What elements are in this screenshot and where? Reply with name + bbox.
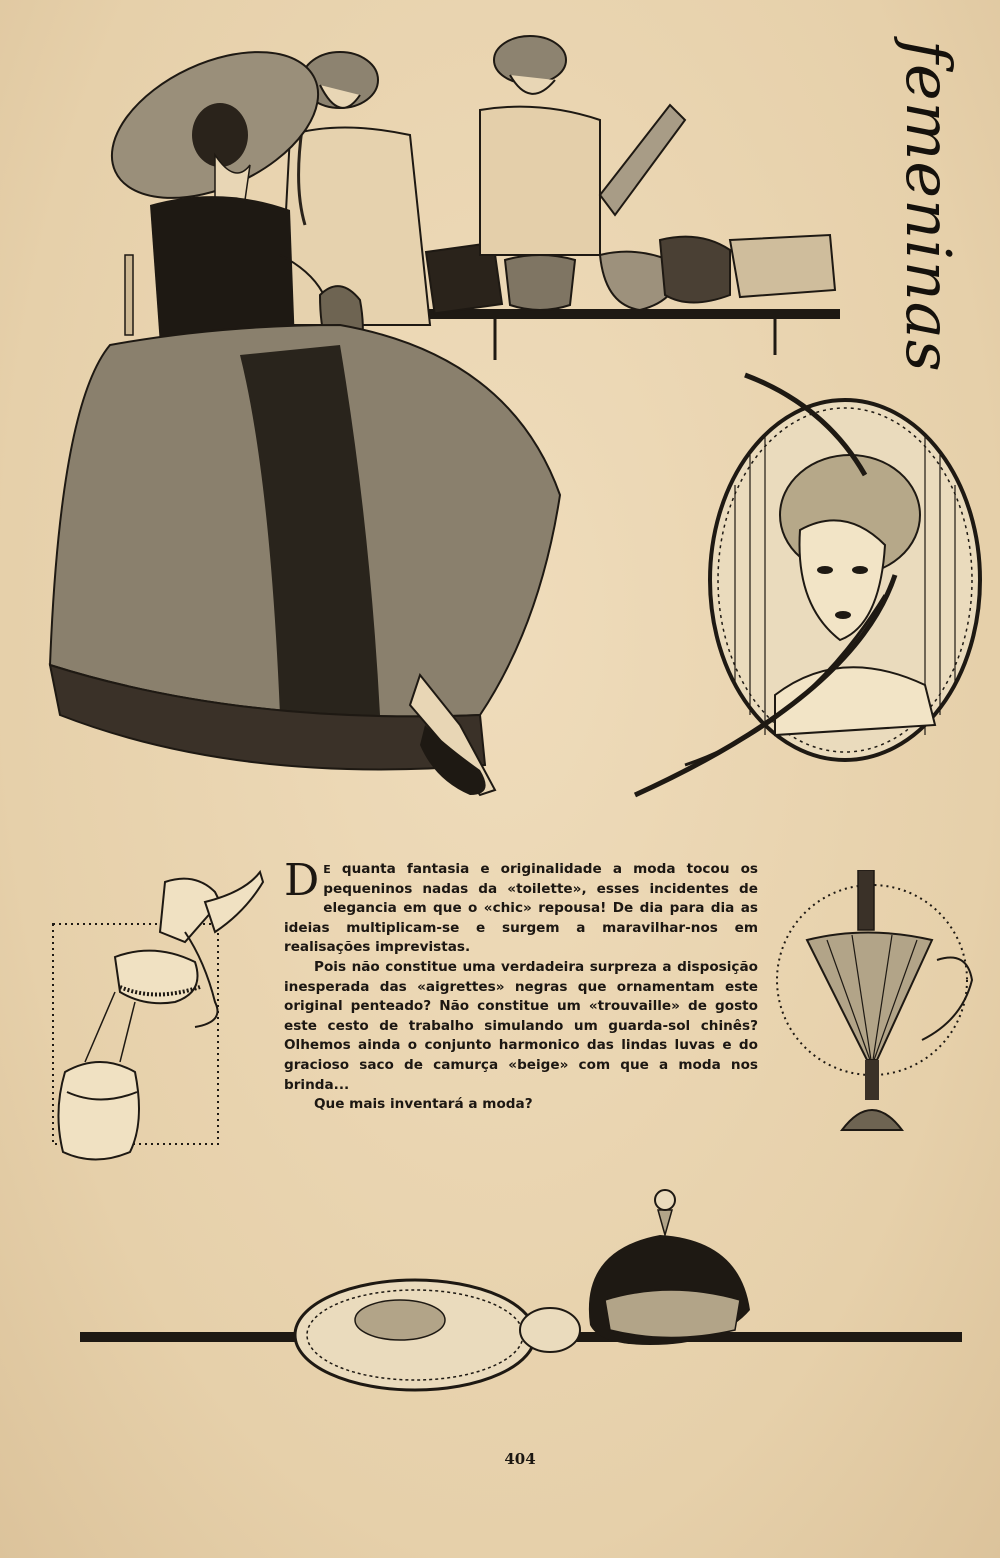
page-number: 404 (504, 1450, 536, 1468)
drop-cap: D (284, 855, 320, 906)
pincushion-illustration (80, 1180, 970, 1440)
paragraph-1-text: quanta fantasia e originalidade a moda tocou os pequeninos nadas da «toilette», esses incidentes de elegancia em que o «chic» repousa! De dia para dia as ideias multiplicam-se e surgem a maravilhar-nos em realisações imprevistas. (284, 861, 759, 956)
drop-cap-rest: E (323, 863, 331, 876)
article-body (284, 855, 759, 1115)
gloves-bag-illustration (45, 862, 270, 1187)
article-paragraph-2: Pois não constitue uma verdadeira surpreza a disposição inesperada das «aigrettes» negras que ornamentam este original penteado? Não constitue um «trouvaille» de gosto este cesto de trabalho simulando um guarda-sol chinês? Olhemos ainda o conjunto harmonico das lindas luvas e do gracioso saco de camurça «beige» com que a moda nos brinda... (284, 958, 758, 1093)
section-side-title: femeninas (892, 40, 965, 373)
article-paragraph-3: Que mais inventará a moda? (314, 1096, 533, 1113)
article-paragraph-1 (284, 855, 759, 958)
parasol-basket-illustration (772, 870, 992, 1145)
portrait-aigrette-illustration (625, 365, 990, 815)
